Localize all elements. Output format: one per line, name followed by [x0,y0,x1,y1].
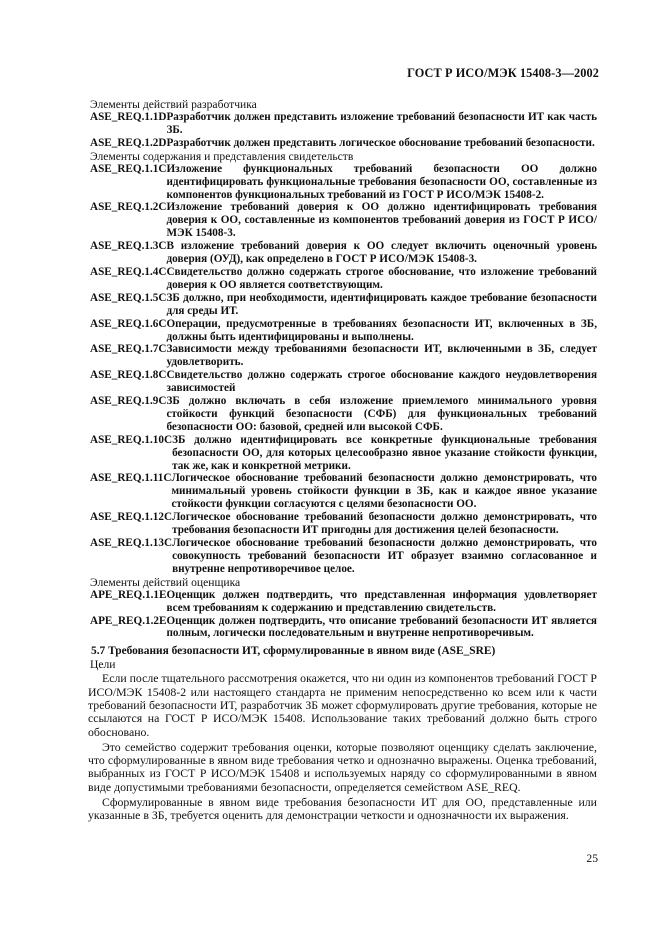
requirement-code: APE_REQ.1.1E [90,588,167,601]
requirement-item [90,537,597,576]
requirement-text: Изложение требований доверия к ОО должно идентифицировать требования доверия к ОО, составленные из компонентов требований доверия из ГОСТ Р ИСО/МЭК 15408-3. [166,201,597,240]
group-title: Элементы действий разработчика [90,98,257,111]
requirement-text: Оценщик должен подтвердить, что описание требований безопасности ИТ является полным, логически последовательным и внутренне непротиворечивым. [166,614,597,640]
requirement-text: Логическое обоснование требований безопасности должно демонстрировать, что минимальный уровень стойкости функции в ЗБ, как и каждое явное указание стойкости функции согласуются с целями безопасности ОО. [171,472,597,511]
requirement-code: ASE_REQ.1.8C [90,369,167,382]
requirement-item [90,369,597,395]
requirement-code: ASE_REQ.1.2D [90,136,167,149]
page-header: ГОСТ Р ИСО/МЭК 15408-3—2002 [407,66,599,80]
evidence-elements-group [90,150,597,576]
requirement-code: ASE_REQ.1.6C [90,317,167,330]
requirement-code: ASE_REQ.1.10C [90,433,173,446]
requirement-code: ASE_REQ.1.4C [90,265,167,278]
requirement-code: ASE_REQ.1.11C [90,472,172,485]
requirement-text: Логическое обоснование требований безопасности должно демонстрировать, что требования безопасности ИТ пригодны для достижения целей безопасности. [172,511,597,537]
requirement-item [90,615,597,641]
requirement-code: ASE_REQ.1.5C [90,291,167,304]
requirement-code: ASE_REQ.1.12C [90,511,173,524]
requirement-item [90,589,597,615]
requirement-text: Оценщик должен подтвердить, что представленная информация удовлетворяет всем требованиям к содержанию и представлению свидетельств. [166,588,597,614]
requirement-text: Операции, предусмотренные в требованиях безопасности ИТ, включенных в ЗБ, должны быть идентифицированы и выполнены. [166,317,597,343]
requirement-code: ASE_REQ.1.2C [90,201,167,214]
requirement-item [90,137,597,150]
requirement-code: ASE_REQ.1.3C [90,240,167,253]
evaluator-actions-group [90,576,597,641]
requirement-item [90,111,597,137]
requirement-item [90,343,597,369]
goals-label: Цели [90,658,116,672]
page-number: 25 [586,852,598,865]
requirement-text: Разработчик должен представить изложение требований безопасности ИТ как часть ЗБ. [166,111,597,136]
group-title: Элементы содержания и представления свидетельств [90,149,354,163]
group-title: Элементы действий оценщика [90,575,241,589]
requirement-item [90,472,597,511]
requirement-text: Зависимости между требованиями безопасности ИТ, включенными в ЗБ, следует удовлетворить. [166,343,597,369]
requirement-code: ASE_REQ.1.13C [90,537,173,549]
requirement-text: Изложение функциональных требований безопасности ОО должно идентифицировать функциональные требования безопасности ОО, составленные из компонентов функциональных требований из ГОСТ Р ИСО/МЭК 15408-2. [166,162,597,201]
requirement-item [90,434,597,473]
paragraph: Это семейство содержит требования оценки, которые позволяют оценщику сделать заключение, что сформулированные в явном виде требования четко и однозначно выражены. Оценка требований, выбранных из ГОСТ Р ИСО/МЭК 15408 и используемых наряду со сформулированными в явном виде допустимыми требованиями безопасности, определяется семейством ASE_REQ. [88,739,597,794]
document-body [90,98,597,823]
requirement-item [90,201,597,240]
requirement-text: В изложение требований доверия к ОО следует включить оценочный уровень доверия (ОУД), как определено в ГОСТ Р ИСО/МЭК 15408-3. [166,240,597,266]
requirement-text: ЗБ должно идентифицировать все конкретные функциональные требования безопасности ОО, для которых целесообразно явное указание стойкости функции, так же, как и конкретной метрики. [172,433,597,472]
requirement-item [90,240,597,266]
section-heading: 5.7 Требования безопасности ИТ, сформулированные в явном виде (ASE_SRE) [91,645,496,658]
requirement-code: APE_REQ.1.2E [90,614,167,627]
developer-actions-group [90,98,597,150]
requirement-item [90,292,597,318]
requirement-item [90,163,597,202]
requirement-text: Свидетельство должно содержать строгое обоснование, что изложение требований доверия к ОО является соответствующим. [166,265,597,291]
requirement-item [90,395,597,434]
requirement-item [90,318,597,344]
requirement-text: Логическое обоснование требований безопасности должно демонстрировать, что совокупность требований безопасности ИТ образует взаимно согласованное и внутренне непротиворечивое целое. [172,537,597,575]
paragraph: Сформулированные в явном виде требования безопасности ИТ для ОО, представленные или указанные в ЗБ, требуется оценить для демонстрации четкости и однозначности их выражения. [88,795,597,823]
requirement-code: ASE_REQ.1.7C [90,343,167,356]
requirement-code: ASE_REQ.1.9C [90,395,167,408]
requirement-text: Свидетельство должно содержать строгое обоснование каждого неудовлетворения зависимостей [166,369,597,395]
requirement-code: ASE_REQ.1.1C [90,162,167,175]
requirement-item [90,511,597,537]
paragraph: Если после тщательного рассмотрения окажется, что ни один из компонентов требований ГОСТ Р ИСО/МЭК 15408-2 или настоящего стандарта не применим непосредственно ко всем или к части требований безопасности ИТ, разработчик ЗБ может сформулировать другие требования, которые не ссылаются на ГОСТ Р ИСО/МЭК 15408. Использование таких требований должно быть строго обосновано. [88,671,597,739]
requirement-text: ЗБ должно, при необходимости, идентифицировать каждое требование безопасности для среды ИТ. [166,291,597,317]
requirement-text: Разработчик должен представить логическое обоснование требований безопасности. [166,136,595,149]
requirement-text: ЗБ должно включать в себя изложение приемлемого минимального уровня стойкости функций безопасности (СФБ) для функциональных требований безопасности ОО: базовой, средней или высокой СФБ. [166,395,597,433]
requirement-code: ASE_REQ.1.1D [90,111,167,123]
requirement-item [90,266,597,292]
